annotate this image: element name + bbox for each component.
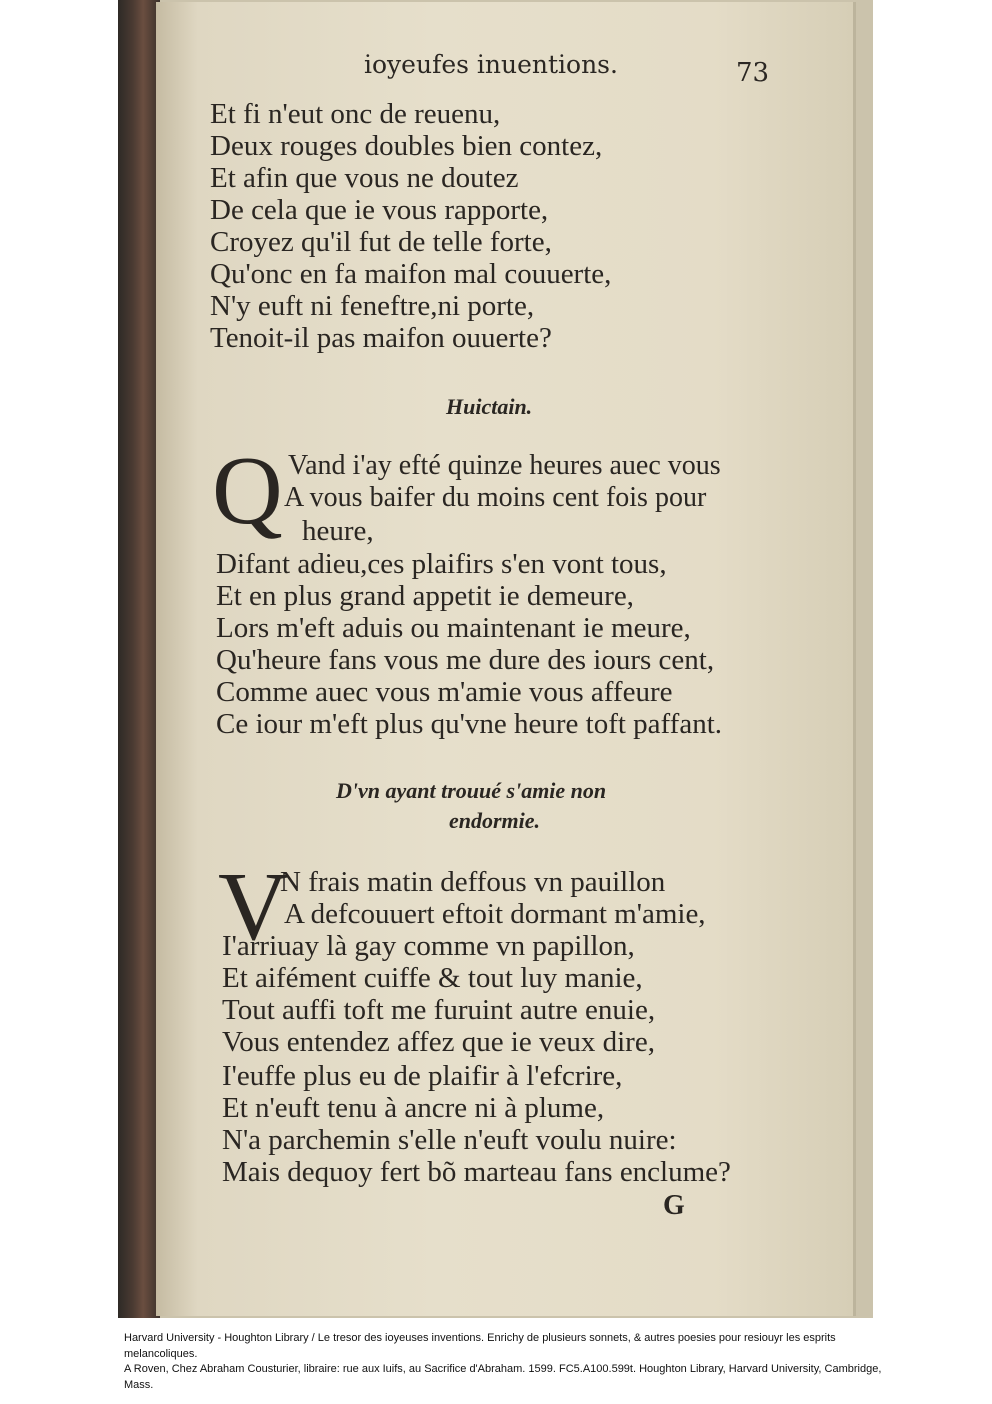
verse-line: Et fi n'eut onc de reuenu, bbox=[210, 98, 501, 130]
verse-line: Mais dequoy fert bõ marteau fans enclume? bbox=[222, 1156, 731, 1188]
verse-line: Et aifément cuiffe & tout luy manie, bbox=[222, 962, 643, 994]
running-head: ioyeufes inuentions. bbox=[364, 50, 618, 79]
page-number: 73 bbox=[736, 58, 770, 88]
signature-mark: G bbox=[663, 1190, 685, 1221]
verse-line: I'arriuay là gay comme vn papillon, bbox=[222, 930, 635, 962]
drop-cap-q: Q bbox=[212, 437, 283, 545]
library-citation bbox=[124, 1331, 884, 1393]
verse-line: Ce iour m'eft plus qu'vne heure toft paffant. bbox=[216, 708, 722, 740]
drop-cap-v: V bbox=[218, 853, 289, 961]
verse-line: Tout auffi toft me furuint autre enuie, bbox=[222, 994, 656, 1026]
verse-line: Qu'onc en fa maifon mal couuerte, bbox=[210, 258, 612, 290]
section-title-ayant: D'vn ayant trouué s'amie non bbox=[336, 778, 607, 803]
verse-line: Tenoit-il pas maifon ouuerte? bbox=[210, 322, 552, 354]
verse-line: Difant adieu,ces plaifirs s'en vont tous, bbox=[216, 548, 667, 580]
verse-line: I'euffe plus eu de plaifir à l'efcrire, bbox=[222, 1060, 623, 1092]
verse-line: heure, bbox=[302, 515, 374, 547]
citation-title: Harvard University - Houghton Library / Le tresor des ioyeuses inventions. Enrichy de plusieurs sonnets, & autres poesies pour resiouyr les esprits melancoliques. bbox=[124, 1332, 836, 1360]
verse-line: N frais matin deffous vn pauillon bbox=[280, 866, 666, 898]
citation-imprint: A Roven, Chez Abraham Cousturier, libraire: rue aux Iuifs, au Sacrifice d'Abraham. 1599. FC5.A100.599t. Houghton Library, Harvard University, Cambridge, Mass. bbox=[124, 1363, 882, 1391]
verse-line: Lors m'eft aduis ou maintenant ie meure, bbox=[216, 612, 691, 644]
verse-line: Vous entendez affez que ie veux dire, bbox=[222, 1026, 655, 1058]
verse-line: Vand i'ay efté quinze heures auec vous bbox=[288, 450, 721, 481]
book-scan bbox=[118, 0, 873, 1318]
verse-line: Et en plus grand appetit ie demeure, bbox=[216, 580, 634, 612]
verse-line: N'y euft ni feneftre,ni porte, bbox=[210, 290, 535, 322]
book-page bbox=[156, 2, 856, 1316]
verse-line: Deux rouges doubles bien contez, bbox=[210, 130, 603, 162]
verse-line: Et afin que vous ne doutez bbox=[210, 162, 519, 194]
section-title-huictain: Huictain. bbox=[446, 394, 533, 419]
verse-line: Comme auec vous m'amie vous affeure bbox=[216, 676, 673, 708]
verse-line: Qu'heure fans vous me dure des iours cent, bbox=[216, 644, 715, 676]
book-spine bbox=[118, 0, 160, 1318]
verse-line: N'a parchemin s'elle n'euft voulu nuire: bbox=[222, 1124, 677, 1156]
section-title-ayant-cont: endormie. bbox=[449, 808, 541, 833]
verse-line: A vous baifer du moins cent fois pour bbox=[284, 482, 707, 513]
verse-line: A defcouuert eftoit dormant m'amie, bbox=[284, 898, 706, 930]
verse-line: De cela que ie vous rapporte, bbox=[210, 194, 549, 226]
verse-line: Et n'euft tenu à ancre ni à plume, bbox=[222, 1092, 605, 1124]
verse-line: Croyez qu'il fut de telle forte, bbox=[210, 226, 552, 258]
